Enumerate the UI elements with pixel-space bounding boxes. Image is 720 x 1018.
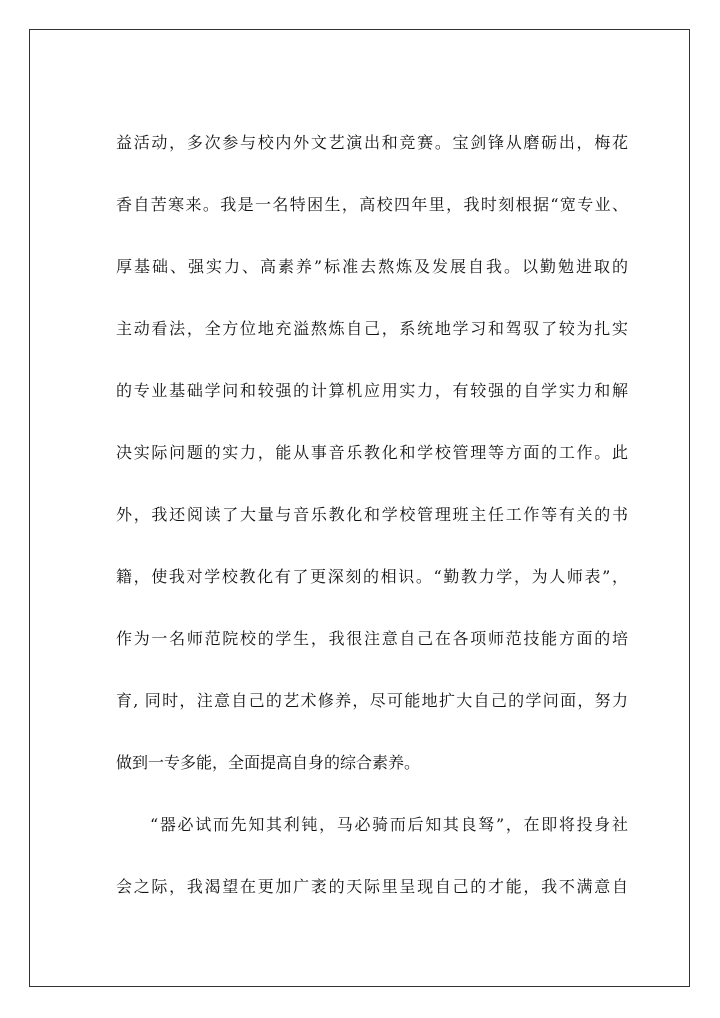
- text-line-13: 会之际，我渴望在更加广袤的天际里呈现自己的才能，我不满意自: [116, 877, 628, 896]
- text-line-4: 主动看法，全方位地充溢熬炼自己，系统地学习和驾驭了较为扎实: [116, 319, 628, 338]
- text-line-8: 籍，使我对学校教化有了更深刻的相识。“勤教力学，为人师表”，: [116, 567, 628, 586]
- text-line-3: 厚基础、强实力、高素养”标准去熬炼及发展自我。以勤勉进取的: [116, 257, 628, 276]
- text-line-7: 外，我还阅读了大量与音乐教化和学校管理班主任工作等有关的书: [116, 505, 628, 524]
- text-line-6: 决实际问题的实力，能从事音乐教化和学校管理等方面的工作。此: [116, 443, 628, 462]
- body-text: [116, 122, 628, 907]
- text-line-11: 做到一专多能，全面提高自身的综合素养。: [116, 753, 421, 772]
- text-line-12: “器必试而先知其利钝，马必骑而后知其良驽”，在即将投身社: [150, 815, 628, 834]
- text-line-1: 益活动，多次参与校内外文艺演出和竞赛。宝剑锋从磨砺出，梅花: [116, 133, 628, 152]
- text-line-9: 作为一名师范院校的学生，我很注意自己在各项师范技能方面的培: [116, 629, 628, 648]
- text-line-2: 香自苦寒来。我是一名特困生，高校四年里，我时刻根据“宽专业、: [116, 195, 628, 214]
- text-line-10: 育, 同时，注意自己的艺术修养，尽可能地扩大自己的学问面，努力: [116, 691, 628, 710]
- text-line-5: 的专业基础学问和较强的计算机应用实力，有较强的自学实力和解: [116, 381, 628, 400]
